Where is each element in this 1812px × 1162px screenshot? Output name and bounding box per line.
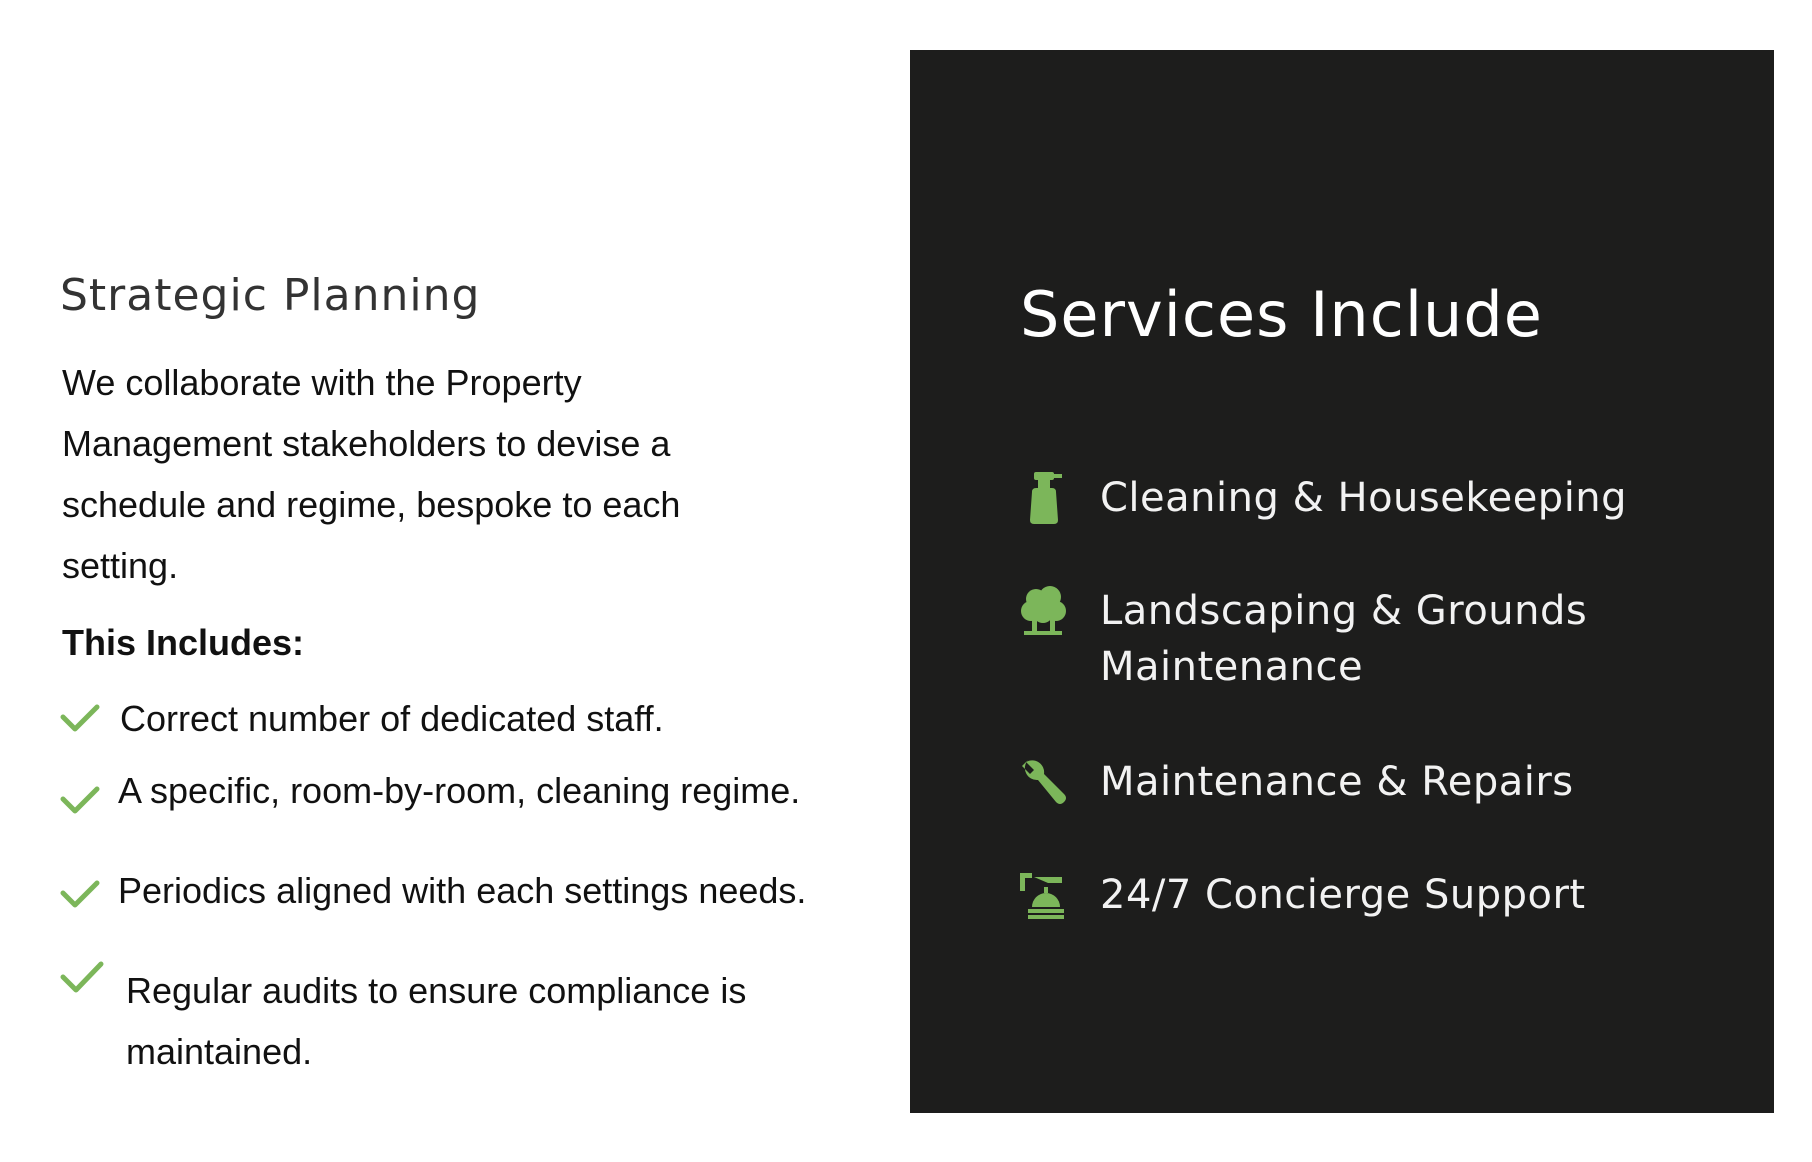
service-label: Landscaping & Grounds Maintenance [1100,588,1588,690]
checkmark-icon [60,784,100,816]
concierge-icon [1018,867,1068,923]
checkmark-icon [60,960,104,996]
list-item-text: Correct number of dedicated staff. [120,698,664,739]
spray-bottle-icon [1018,470,1068,526]
trees-icon [1018,583,1068,639]
list-item-text: A specific, room-by-room, cleaning regime. [118,770,801,811]
strategic-planning-heading: Strategic Planning [60,270,481,321]
includes-label: This Includes: [62,622,305,663]
service-label: Cleaning & Housekeeping [1100,475,1628,521]
service-label: Maintenance & Repairs [1100,759,1574,805]
wrench-icon [1018,754,1068,810]
checkmark-icon [60,702,100,734]
services-panel [910,50,1774,1113]
service-label: 24/7 Concierge Support [1100,872,1586,918]
strategic-planning-intro: We collaborate with the Property Management stakeholders to devise a schedule and regime, bespoke to each setting. [62,362,681,586]
list-item-text: Periodics aligned with each settings needs. [118,870,807,911]
list-item-text: Regular audits to ensure compliance is maintained. [126,970,747,1072]
services-title: Services Include [1020,278,1543,351]
checkmark-icon [60,878,100,910]
